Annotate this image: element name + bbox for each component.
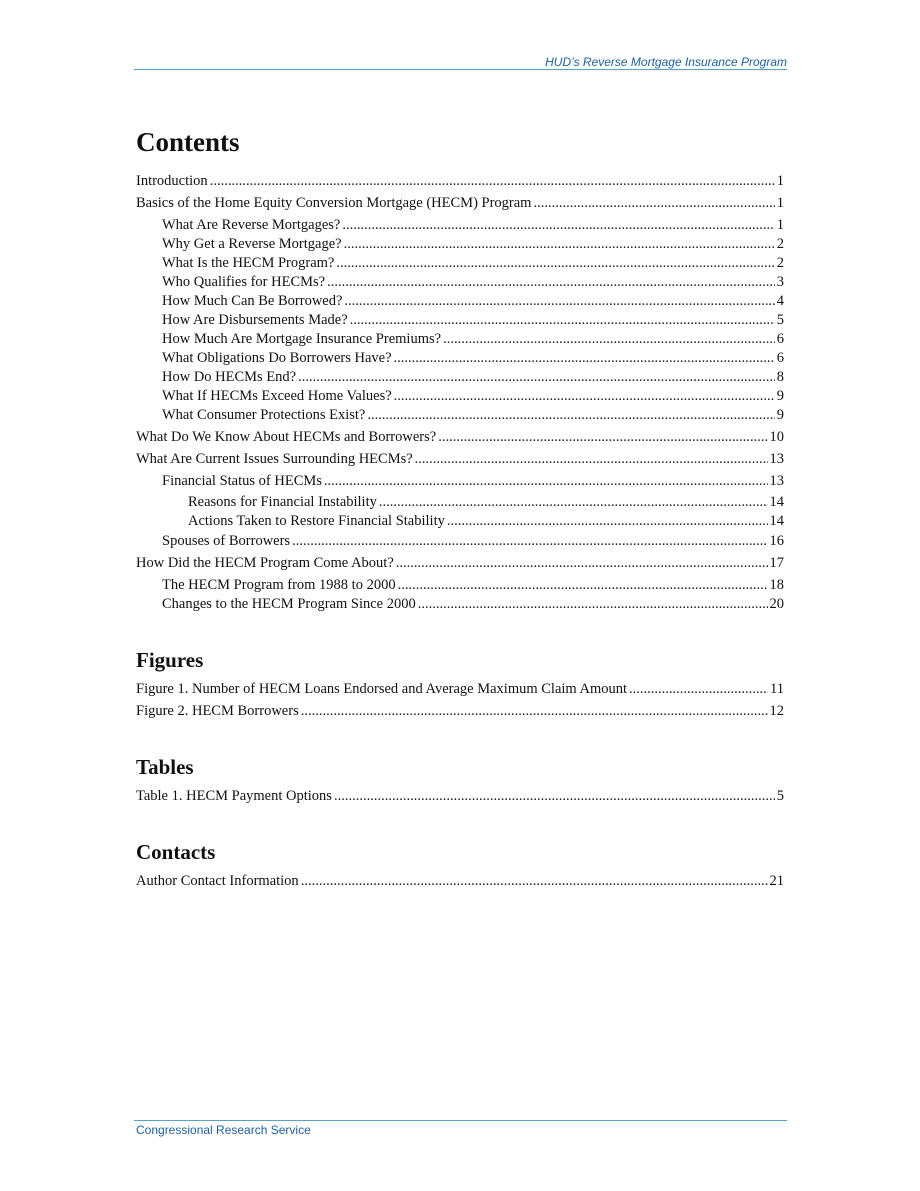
- dot-leader: [438, 428, 767, 447]
- toc-entry-title: What Are Reverse Mortgages?: [162, 217, 341, 233]
- dot-leader: [210, 172, 775, 191]
- footer-rule: [134, 1120, 787, 1121]
- dot-leader: [327, 273, 775, 292]
- toc-entry[interactable]: [136, 472, 784, 491]
- running-header: HUD’s Reverse Mortgage Insurance Program: [545, 55, 787, 69]
- toc-page-number: 13: [769, 451, 784, 467]
- toc-entry-title: How Are Disbursements Made?: [162, 312, 348, 328]
- dot-leader: [324, 472, 768, 491]
- toc-entry-title: What If HECMs Exceed Home Values?: [162, 388, 392, 404]
- toc-entry-title: What Do We Know About HECMs and Borrowers?: [136, 429, 437, 445]
- toc-page-number: 1: [776, 195, 784, 211]
- toc-page-number: 17: [769, 555, 784, 571]
- toc-page-number: 14: [769, 494, 784, 510]
- toc-entry[interactable]: [136, 554, 784, 573]
- toc-entry[interactable]: [136, 428, 784, 447]
- dot-leader: [394, 387, 775, 406]
- toc-entry[interactable]: [136, 311, 784, 330]
- toc-entry-title: Who Qualifies for HECMs?: [162, 274, 326, 290]
- toc-entry-title: Table 1. HECM Payment Options: [136, 788, 332, 804]
- toc-page-number: 16: [769, 533, 784, 549]
- dot-leader: [443, 330, 775, 349]
- toc-entry[interactable]: [136, 194, 784, 213]
- dot-leader: [334, 787, 775, 806]
- footer-text: Congressional Research Service: [136, 1123, 311, 1137]
- dot-leader: [394, 349, 775, 368]
- dot-leader: [418, 595, 768, 614]
- toc-entry-title: Figure 2. HECM Borrowers: [136, 703, 299, 719]
- dot-leader: [336, 254, 774, 273]
- dot-leader: [298, 368, 775, 387]
- toc-entry-title: Author Contact Information: [136, 873, 299, 889]
- toc-page-number: 3: [776, 274, 784, 290]
- toc-page-number: 1: [776, 217, 784, 233]
- toc-entry[interactable]: [136, 292, 784, 311]
- figure-entry[interactable]: [136, 702, 784, 721]
- toc-entry-title: Why Get a Reverse Mortgage?: [162, 236, 342, 252]
- toc-page-number: 6: [776, 350, 784, 366]
- toc-entry-title: Basics of the Home Equity Conversion Mortgage (HECM) Program: [136, 195, 532, 211]
- header-rule: [134, 69, 787, 70]
- dot-leader: [301, 872, 768, 891]
- toc-page-number: 12: [769, 703, 784, 719]
- dot-leader: [629, 680, 768, 699]
- dot-leader: [533, 194, 774, 213]
- figures-list: [136, 680, 784, 721]
- figures-title: Figures: [136, 648, 204, 672]
- toc-page-number: 21: [769, 873, 784, 889]
- toc-entry[interactable]: [136, 450, 784, 469]
- toc-entry[interactable]: [136, 216, 784, 235]
- toc-entry[interactable]: [136, 254, 784, 273]
- toc-page-number: 13: [769, 473, 784, 489]
- toc-entry-title: Actions Taken to Restore Financial Stability: [188, 513, 445, 529]
- toc-entry[interactable]: [136, 532, 784, 551]
- toc-page-number: 11: [770, 681, 784, 697]
- toc-page-number: 14: [769, 513, 784, 529]
- toc-page-number: 2: [776, 236, 784, 252]
- figure-entry[interactable]: [136, 680, 784, 699]
- toc-entry-title: How Did the HECM Program Come About?: [136, 555, 394, 571]
- toc-entry[interactable]: [136, 172, 784, 191]
- tables-list: [136, 787, 784, 806]
- dot-leader: [398, 576, 768, 595]
- dot-leader: [415, 450, 768, 469]
- dot-leader: [350, 311, 775, 330]
- toc-page-number: 8: [776, 369, 784, 385]
- toc-entry-title: What Is the HECM Program?: [162, 255, 335, 271]
- tables-title: Tables: [136, 755, 194, 779]
- contacts-list: [136, 872, 784, 891]
- toc-page-number: 18: [769, 577, 784, 593]
- contents-list: [136, 172, 784, 614]
- dot-leader: [344, 235, 775, 254]
- contents-title: Contents: [136, 127, 240, 157]
- toc-entry-title: How Do HECMs End?: [162, 369, 297, 385]
- toc-entry-title: Spouses of Borrowers: [162, 533, 291, 549]
- toc-entry-title: How Much Can Be Borrowed?: [162, 293, 343, 309]
- toc-entry-title: The HECM Program from 1988 to 2000: [162, 577, 396, 593]
- toc-entry[interactable]: [136, 512, 784, 531]
- dot-leader: [396, 554, 768, 573]
- toc-entry-title: Figure 1. Number of HECM Loans Endorsed and Average Maximum Claim Amount: [136, 681, 628, 697]
- toc-entry[interactable]: [136, 235, 784, 254]
- dot-leader: [367, 406, 774, 425]
- document-body: [136, 124, 784, 891]
- toc-page-number: 6: [776, 331, 784, 347]
- toc-entry[interactable]: [136, 595, 784, 614]
- toc-entry-title: Introduction: [136, 173, 208, 189]
- toc-page-number: 1: [776, 173, 784, 189]
- dot-leader: [447, 512, 768, 531]
- toc-entry[interactable]: [136, 330, 784, 349]
- toc-entry-title: What Consumer Protections Exist?: [162, 407, 366, 423]
- toc-entry[interactable]: [136, 273, 784, 292]
- toc-entry[interactable]: [136, 493, 784, 512]
- dot-leader: [301, 702, 768, 721]
- dot-leader: [342, 216, 774, 235]
- toc-entry-title: What Obligations Do Borrowers Have?: [162, 350, 392, 366]
- toc-entry-title: What Are Current Issues Surrounding HECMs?: [136, 451, 413, 467]
- dot-leader: [379, 493, 768, 512]
- toc-page-number: 5: [776, 312, 784, 328]
- table-entry[interactable]: [136, 787, 784, 806]
- contacts-title: Contacts: [136, 840, 216, 864]
- dot-leader: [344, 292, 774, 311]
- toc-entry[interactable]: [136, 406, 784, 425]
- toc-page-number: 5: [776, 788, 784, 804]
- toc-page-number: 9: [776, 388, 784, 404]
- toc-entry-title: Changes to the HECM Program Since 2000: [162, 596, 416, 612]
- toc-entry[interactable]: [136, 387, 784, 406]
- toc-page-number: 4: [776, 293, 784, 309]
- dot-leader: [292, 532, 767, 551]
- toc-page-number: 10: [769, 429, 784, 445]
- contact-entry[interactable]: [136, 872, 784, 891]
- toc-entry-title: Reasons for Financial Instability: [188, 494, 377, 510]
- toc-entry[interactable]: [136, 368, 784, 387]
- toc-entry-title: How Much Are Mortgage Insurance Premiums?: [162, 331, 442, 347]
- toc-entry[interactable]: [136, 349, 784, 368]
- toc-page-number: 9: [776, 407, 784, 423]
- toc-page-number: 20: [769, 596, 784, 612]
- toc-entry-title: Financial Status of HECMs: [162, 473, 322, 489]
- toc-page-number: 2: [776, 255, 784, 271]
- toc-entry[interactable]: [136, 576, 784, 595]
